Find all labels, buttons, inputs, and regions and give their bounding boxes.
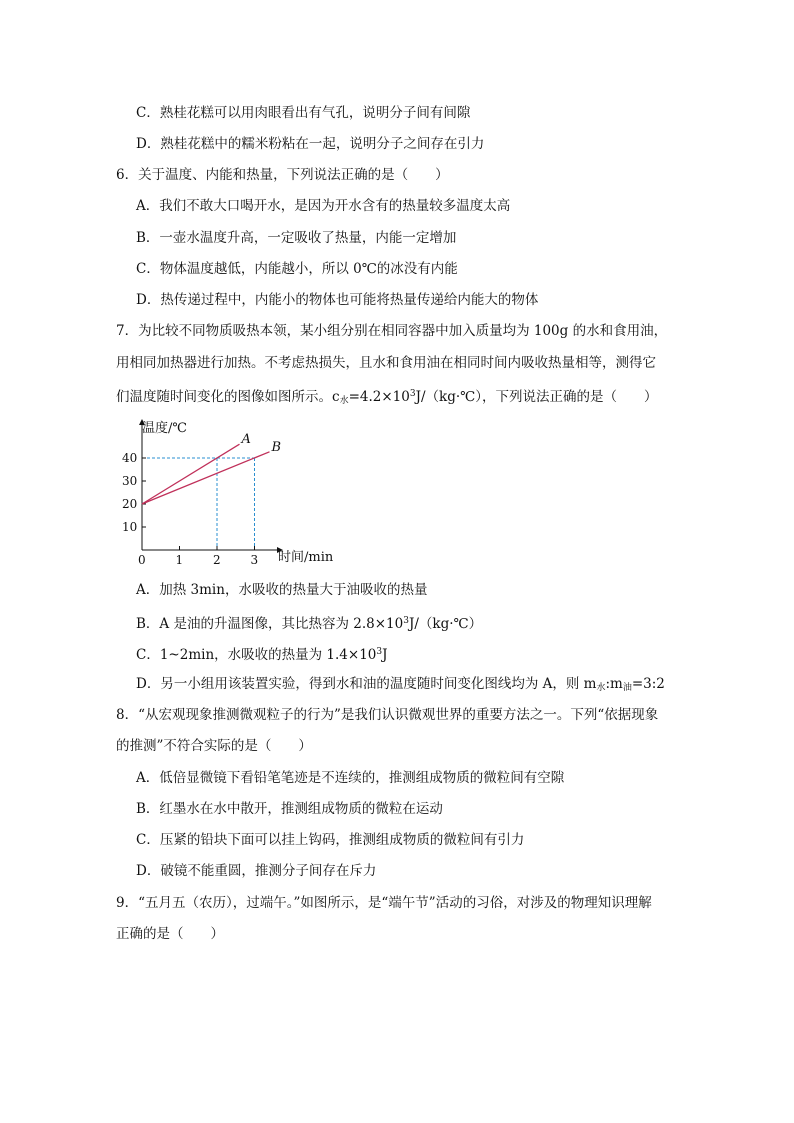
q8-option-c: C．压紧的铅块下面可以挂上钩码，推测组成物质的微粒间有引力 — [136, 832, 525, 848]
chart-svg — [112, 412, 342, 572]
q7-stem-line1: 7．为比较不同物质吸热本领，某小组分别在相同容器中加入质量均为 100g 的水和食用油， — [116, 323, 668, 339]
x-tick-label: 1 — [175, 553, 184, 567]
q5-option-c: C．熟桂花糕可以用肉眼看出有气孔，说明分子间有间隙 — [136, 105, 471, 121]
series-label-A: A — [241, 432, 251, 448]
y-tick-label: 10 — [122, 520, 138, 534]
series-line-A — [142, 444, 240, 504]
x-tick-label: 0 — [138, 553, 146, 567]
series-label-B: B — [271, 439, 282, 455]
q8-stem-line2: 的推测”不符合实际的是（ ） — [116, 738, 312, 754]
x-tick-label: 3 — [250, 553, 259, 567]
q6-option-d: D．热传递过程中，内能小的物体也可能将热量传递给内能大的物体 — [136, 292, 539, 308]
q8-option-d: D．破镜不能重圆，推测分子间存在斥力 — [136, 863, 377, 879]
q6-option-c: C．物体温度越低，内能越小，所以 0℃的冰没有内能 — [136, 261, 458, 277]
q7-stem-line2: 用相同加热器进行加热。不考虑热损失，且水和食用油在相同时间内吸收热量相等，测得它 — [116, 355, 656, 371]
q6-option-b: B．一壶水温度升高，一定吸收了热量，内能一定增加 — [136, 230, 457, 246]
q7-option-c: C．1~2min，水吸收的热量为 $1.4\times 10^3J$ — [136, 647, 388, 663]
q7-option-b: B．A 是油的升温图像，其比热容为 $2.8\times 10^3J/(kg\cdot℃)$ — [136, 616, 483, 632]
x-axis-label: 时间/min — [278, 550, 334, 565]
series-line-B — [142, 452, 270, 504]
q9-stem-line2: 正确的是（ ） — [116, 926, 224, 942]
q6-option-a: A．我们不敢大口喝开水，是因为开水含有的热量较多温度太高 — [136, 198, 511, 214]
q8-option-a: A．低倍显微镜下看铅笔笔迹是不连续的，推测组成物质的微粒间有空隙 — [136, 770, 565, 786]
q6-stem: 6．关于温度、内能和热量，下列说法正确的是（ ） — [116, 167, 449, 183]
y-tick-label: 20 — [122, 497, 138, 511]
q7-option-a: A．加热 3min，水吸收的热量大于油吸收的热量 — [136, 582, 428, 598]
x-tick-label: 2 — [213, 553, 221, 567]
q8-stem-line1: 8．“从宏观现象推测微观粒子的行为”是我们认识微观世界的重要方法之一。下列“依据现象 — [116, 707, 659, 723]
q7-stem-line3: 们温度随时间变化的图像如图所示。$c_水=4.2\times 10^3J/(kg\cdot℃)$，下列说法正确的是（ ） — [116, 389, 658, 406]
q8-option-b: B．红墨水在水中散开，推测组成物质的微粒在运动 — [136, 801, 443, 817]
y-tick-label: 40 — [122, 451, 138, 465]
temperature-time-chart — [112, 412, 342, 572]
q7-option-d: D．另一小组用该装置实验，得到水和油的温度随时间变化图线均为 A，则 $m_水:m_油=3:2$ — [136, 676, 665, 693]
q5-option-d: D．熟桂花糕中的糯米粉粘在一起，说明分子之间存在引力 — [136, 136, 485, 152]
y-tick-label: 30 — [122, 474, 138, 488]
y-axis-label: 温度/℃ — [142, 421, 187, 436]
q9-stem-line1: 9．“五月五（农历），过端午。”如图所示，是“端午节”活动的习俗，对涉及的物理知识理解 — [116, 895, 652, 911]
